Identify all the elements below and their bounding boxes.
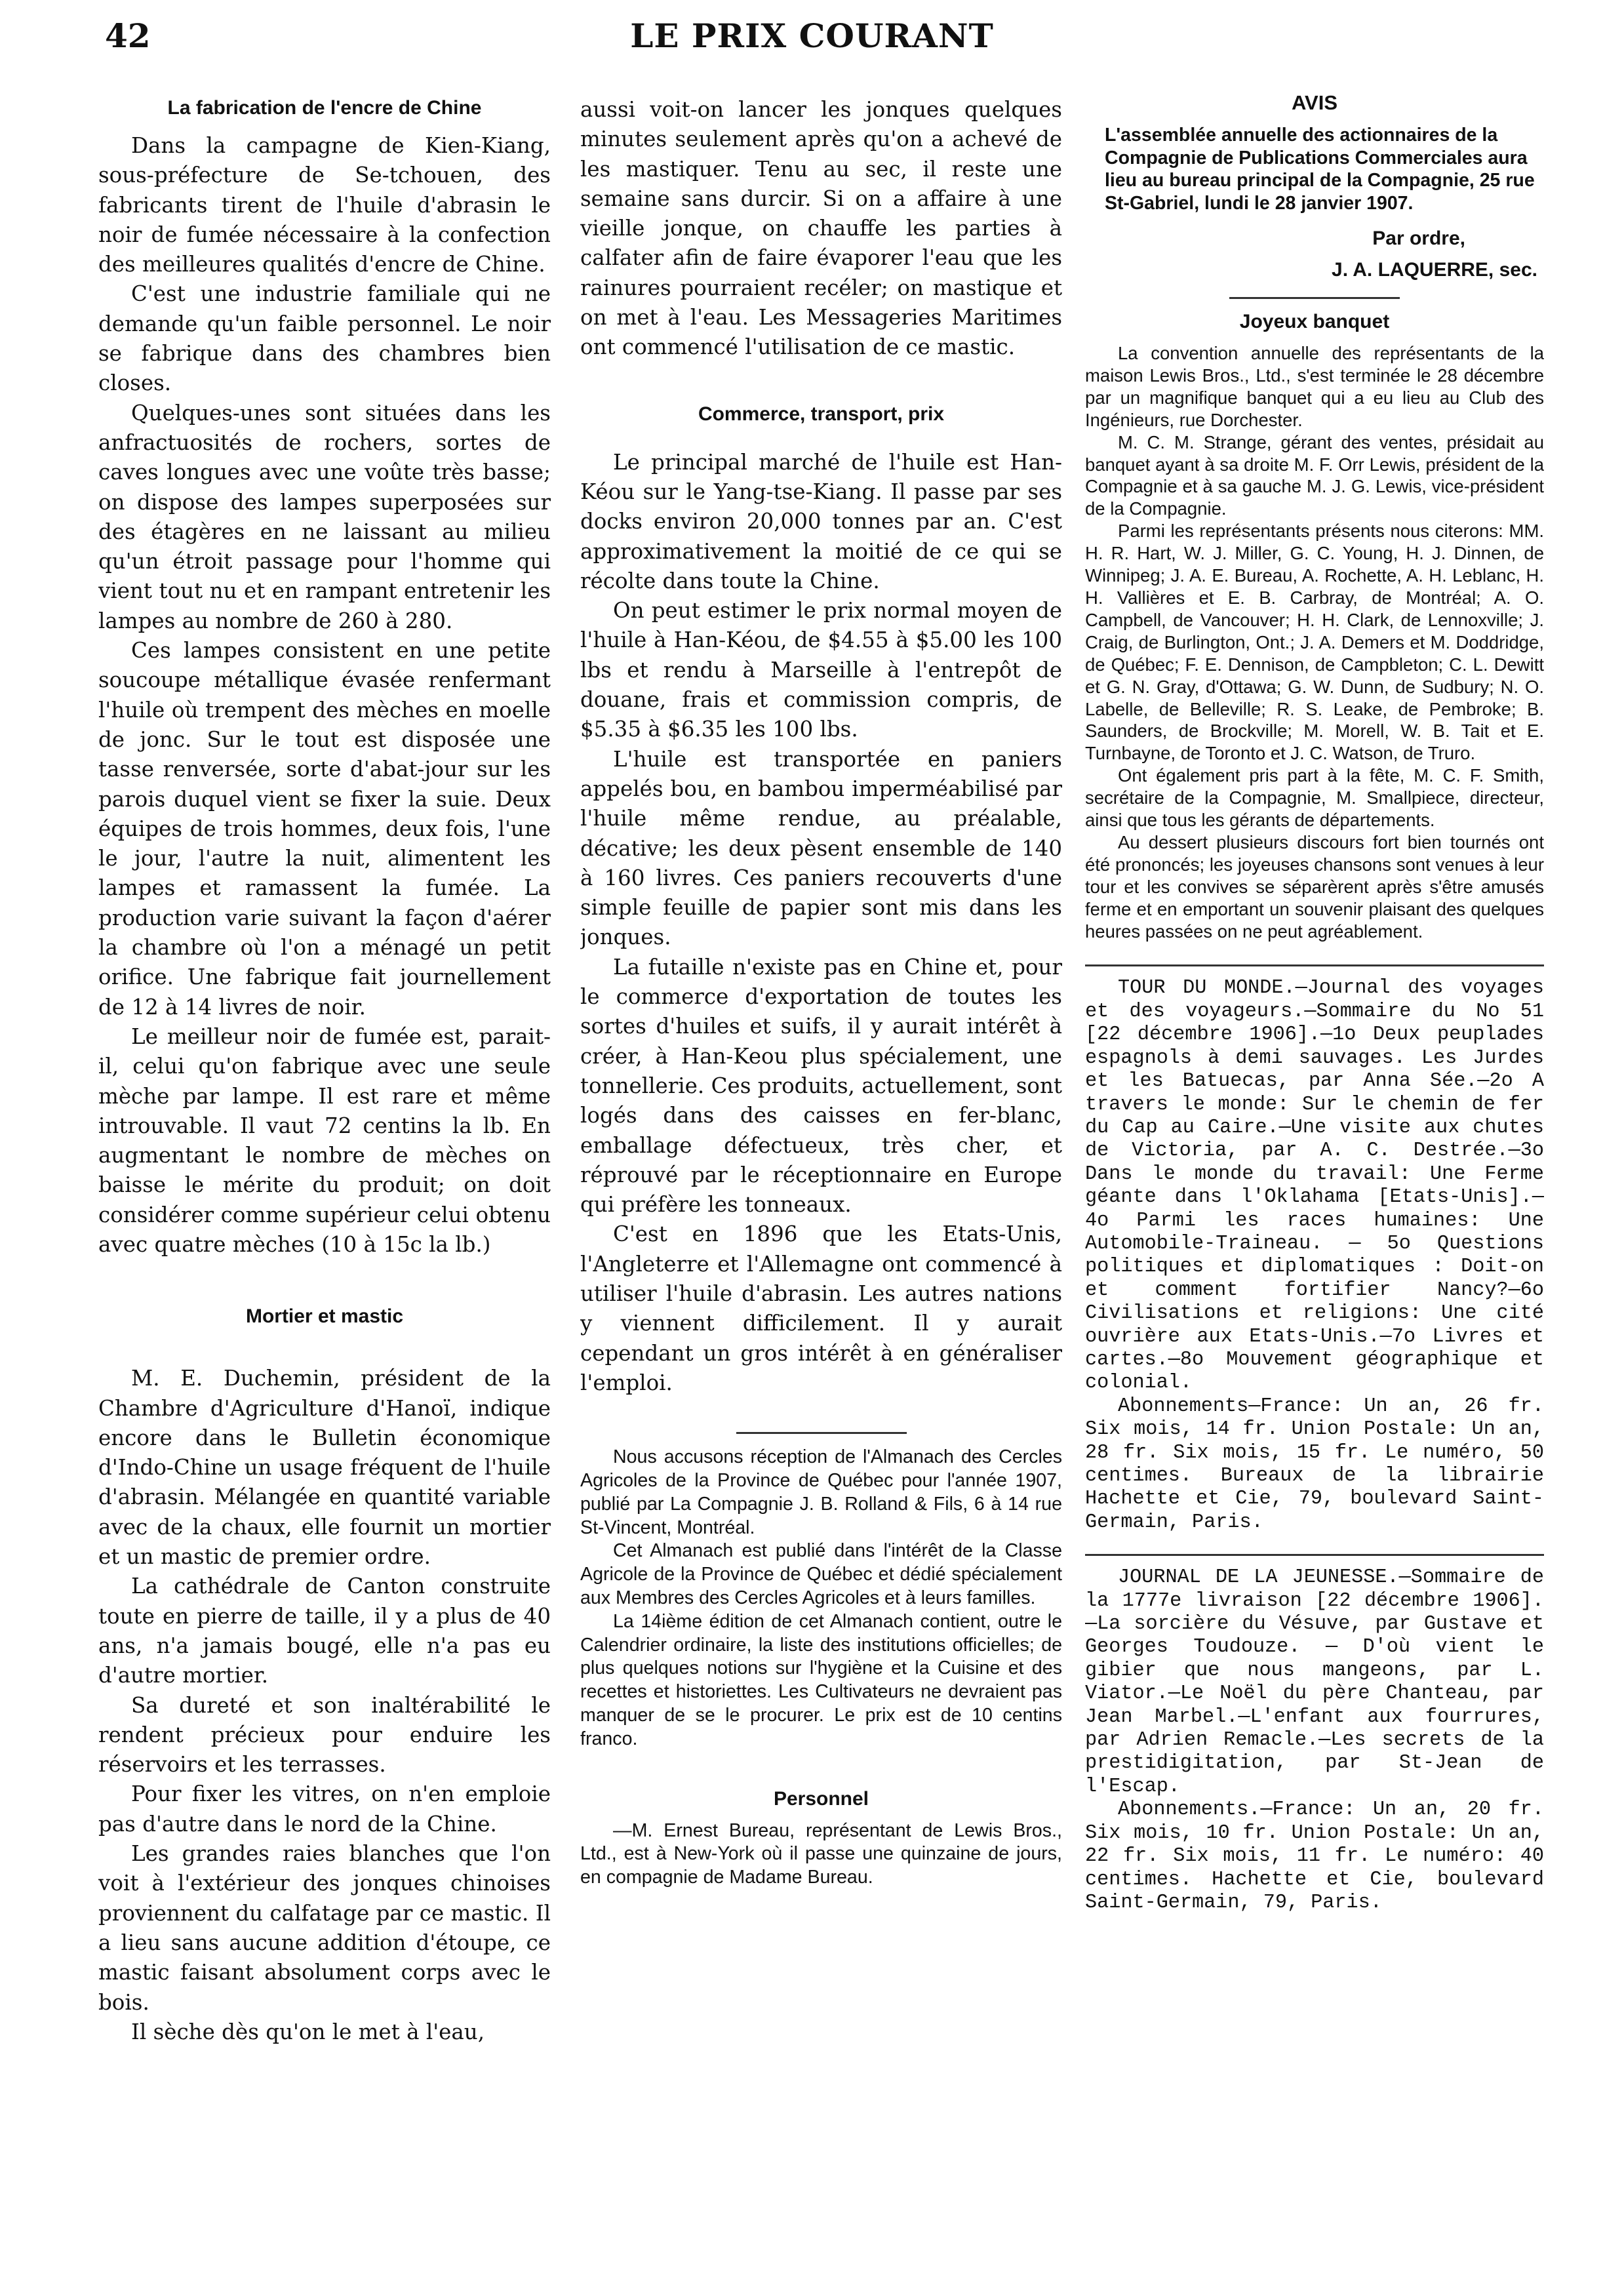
column-1	[98, 89, 551, 2265]
column-2	[580, 89, 1062, 2265]
paragraph: C'est une industrie familiale qui ne demande qu'un faible personnel. Le noir se fabrique dans des chambres bien closes.	[98, 281, 551, 396]
paragraph: Parmi les représentants présents nous citerons: MM. H. R. Hart, W. J. Miller, G. C. Young, H. J. Dinnen, de Winnipeg; J. A. E. Bureau, A. Rochette, A. H. Leblanc, H. H. Vallières et E. B. Carbray, de Montréal; A. O. Campbell, de Vancouver; H. H. Clark, de Lennoxville; J. Craig, de Burlington, Ont.; J. A. Demers et M. Doddridge, de Québec; F. E. Dennison, de Campbleton; C. L. Dewitt et G. N. Gray, d'Ottawa; G. W. Dunn, de Sudbury; N. O. Labelle, de Belleville; R. S. Leake, de Pembroke; B. Saunders, de Brockville; M. Morell, W. B. Tait et E. Turnbayne, de Toronto et J. C. Watson, de Truro.	[1085, 521, 1544, 764]
paragraph: La futaille n'existe pas en Chine et, pour le commerce d'exportation de toutes les sortes d'huiles et suifs, il y aurait intérêt à créer, à Han-Keou plus spécialement, une tonnellerie. Ces produits, actuellement, sont logés dans des caisses en fer-blanc, emballage défectueux, très cher, et réprouvé par le réceptionnaire en Europe qui préfère les tonneaux.	[580, 954, 1062, 1218]
page-number: 42	[105, 16, 151, 55]
paragraph: Au dessert plusieurs discours fort bien tournés ont été prononcés; les joyeuses chansons sont venues à leur tour et les convives se séparèrent après s'être amusés ferme et en emportant un souvenir plaisant des quelques heures passées on ne peut agréablement.	[1085, 831, 1544, 942]
paragraph: Sa dureté et son inaltérabilité le rendent précieux pour enduire les réservoirs et les terrasses.	[98, 1692, 551, 1778]
mortier-section-title: Mortier et mastic	[245, 1305, 404, 1328]
avis-order: Par ordre,	[1372, 228, 1465, 249]
paragraph: Il sèche dès qu'on le met à l'eau,	[131, 2019, 485, 2044]
paragraph: C'est en 1896 que les Etats-Unis, l'Angleterre et l'Allemagne ont commencé à utiliser l'huile d'abrasin. Les autres nations y viennent difficilement. Il y aurait cependant un gros intérêt à en généraliser l'emploi.	[580, 1222, 1062, 1395]
banquet-section-title: Joyeux banquet	[1239, 311, 1390, 332]
divider	[1085, 964, 1544, 966]
paragraph: Les grandes raies blanches que l'on voit à l'extérieur des jonques chinoises proviennent du calfatage par ce mastic. Il a lieu sans aucune addition d'étoupe, ce mastic faisant absolument corps avec le bois.	[98, 1841, 551, 2015]
page-header	[0, 0, 1624, 66]
personnel-article	[580, 1819, 1062, 1890]
paragraph: Le principal marché de l'huile est Han-Kéou sur le Yang-tse-Kiang. Il passe par ses docks environ 20,000 tonnes par an. C'est approximativement la moitié de ce qui se récolte dans toute la Chine.	[580, 449, 1062, 593]
paragraph: L'huile est transportée en paniers appelés bou, en bambou imperméabilisé par l'huile même rendue, au préalable, décative; les deux pèsent ensemble de 140 à 160 livres. Ces paniers recouverts d'une simple feuille de papier sont mis dans les jonques.	[580, 746, 1062, 950]
avis-body: L'assemblée annuelle des actionnaires de la Compagnie de Publications Commerciales aura lieu au bureau principal de la Compagnie, 25 rue St-Gabriel, lundi le 28 janvier 1907.	[1105, 125, 1535, 214]
paragraph: Pour fixer les vitres, on n'en emploie pas d'autre dans le nord de la Chine.	[98, 1781, 551, 1837]
paragraph: Quelques-unes sont situées dans les anfractuosités de rochers, sortes de caves longues avec une voûte très basse; on dispose des lampes superposées sur des étagères en ne laissant au milieu qu'un étroit passage pour l'homme qui vient tout nu et en rampant entretenir les lampes au nombre de 260 à 280.	[98, 400, 551, 633]
paragraph: JOURNAL DE LA JEUNESSE.—Sommaire de la 1777e livraison [22 décembre 1906].—La sorcière du Vésuve, par Gustave et Georges Toudouze. — D'où vient le gibier que nous mangeons, par L. Viator.—Le Noël du père Chanteau, par Jean Marbel.—L'enfant aux fourrures, par Adrien Remacle.—Les secrets de la prestidigitation, par St-Jean de l'Escap.	[1085, 1566, 1544, 1798]
column-3	[1085, 89, 1544, 2265]
paragraph: La cathédrale de Canton construite toute en pierre de taille, il y a plus de 40 ans, n'a jamais bougé, elle n'a pas eu d'autre mortier.	[98, 1574, 551, 1688]
paragraph: La 14ième édition de cet Almanach contient, outre le Calendrier ordinaire, la liste des institutions officielles; de plus quelques notions sur l'hygiène et la Cuisine et des recettes et historiettes. Les Cultivateurs ne devraient pas manquer de se le procurer. Le prix est de 10 centins franco.	[580, 1610, 1062, 1749]
paragraph: TOUR DU MONDE.—Journal des voyages et des voyageurs.—Sommaire du No 51 [22 décembre 1906].—1o Deux peuplades espagnols à demi sauvages. Les Jurdes et les Batuecas, par Anna Sée.—2o A travers le monde: Sur le chemin de fer du Cap au Caire.—Une visite aux chutes de Victoria, par A. C. Destrée.—3o Dans le monde du travail: Une Ferme géante dans l'Oklahama [Etats-Unis].—4o Parmi les races humaines: Une Automobile-Traineau. — 5o Questions politiques et diplomatiques : Doit-on et comment fortifier Nancy?—6o Civilisations et religions: Une cité ouvrière aux Etats-Unis.—7o Livres et cartes.—8o Mouvement géographique et colonial.	[1085, 977, 1544, 1395]
paragraph: M. C. M. Strange, gérant des ventes, présidait au banquet ayant à sa droite M. F. Orr Lewis, président de la Compagnie et à sa gauche M. J. G. Lewis, vice-président de la Compagnie.	[1085, 431, 1544, 519]
paragraph: Dans la campagne de Kien-Kiang, sous-préfecture de Se-tchouen, des fabricants tirent de l'huile d'abrasin le noir de fumée nécessaire à la confection des meilleures qualités d'encre de Chine.	[98, 133, 551, 277]
avis-title: AVIS	[1291, 91, 1338, 114]
ink-article	[98, 131, 551, 1260]
paragraph: On peut estimer le prix normal moyen de l'huile à Han-Kéou, de $4.55 à $5.00 les 100 lbs et rendu à Marseille à l'entrepôt de douane, frais et commission compris, de $5.35 à $6.35 les 100 lbs.	[580, 598, 1062, 742]
divider	[736, 1432, 907, 1434]
divider	[1229, 297, 1400, 299]
commerce-section-title: Commerce, transport, prix	[698, 403, 945, 425]
paragraph: aussi voit-on lancer les jonques quelques minutes seulement après qu'on a achevé de les mastiquer. Tenu au sec, il reste une semaine sans durcir. Si on a affaire à une vieille jonque, on chauffe les parties à calfater afin de faire évaporer l'eau que les rainures pourraient recéler; on mastique et on met à l'eau. Les Messageries Maritimes ont commencé l'utilisation de ce mastic.	[580, 97, 1062, 360]
paragraph: Nous accusons réception de l'Almanach des Cercles Agricoles de la Province de Québec pour l'année 1907, publié par La Compagnie J. B. Rolland & Fils, 6 à 14 rue St-Vincent, Montréal.	[580, 1446, 1062, 1538]
journal-title: LE PRIX COURANT	[630, 16, 994, 55]
paragraph: Abonnements—France: Un an, 26 fr. Six mois, 14 fr. Union Postale: Un an, 28 fr. Six mois, 15 fr. Le numéro, 50 centimes. Bureaux de la librairie Hachette et Cie, 79, boulevard Saint-Germain, Paris.	[1085, 1395, 1544, 1534]
mortier-article	[98, 1364, 551, 2047]
almanach-notice	[580, 1446, 1062, 1751]
ink-section-title: La fabrication de l'encre de Chine	[167, 97, 482, 119]
paragraph: Le meilleur noir de fumée est, parait-il, celui qu'on fabrique avec une seule mèche par lampe. Il est rare et même introuvable. Il vaut 72 centins la lb. En augmentant le nombre de mèches on baisse le mérite du produit; on doit considérer comme supérieur celui obtenu avec quatre mèches (10 à 15c la lb.)	[98, 1023, 551, 1257]
paragraph: Abonnements.—France: Un an, 20 fr. Six mois, 10 fr. Union Postale: Un an, 22 fr. Six mois, 11 fr. Le numéro: 40 centimes. Hachette et Cie, boulevard Saint-Germain, 79, Paris.	[1085, 1798, 1544, 1914]
paragraph: —M. Ernest Bureau, représentant de Lewis Bros., Ltd., est à New-York où il passe une quinzaine de jours, en compagnie de Madame Bureau.	[580, 1819, 1062, 1888]
tour-du-monde-notice	[1085, 977, 1544, 1534]
banquet-article	[1085, 342, 1544, 942]
paragraph: La convention annuelle des représentants de la maison Lewis Bros., Ltd., s'est terminée le 28 décembre par un magnifique banquet qui a eu lieu au Club des Ingénieurs, rue Dorchester.	[1085, 343, 1544, 430]
paragraph: Cet Almanach est publié dans l'intérêt de la Classe Agricole de la Province de Québec et dédié spécialement aux Membres des Cercles Agricoles et à leurs familles.	[580, 1540, 1062, 1608]
personnel-section-title: Personnel	[773, 1787, 869, 1810]
commerce-article	[580, 448, 1062, 1399]
paragraph: M. E. Duchemin, président de la Chambre d'Agriculture d'Hanoï, indique encore dans le Bulletin économique d'Indo-Chine un usage fréquent de l'huile d'abrasin. Mélangée en quantité variable avec de la chaux, elle fournit un mortier et un mastic de premier ordre.	[98, 1366, 551, 1570]
paragraph: Ont également pris part à la fête, M. C. F. Smith, secrétaire de la Compagnie, M. Smallpiece, directeur, ainsi que tous les gérants de départements.	[1085, 765, 1544, 831]
avis-signature: J. A. LAQUERRE, sec.	[1332, 259, 1537, 281]
divider	[1085, 1554, 1544, 1556]
paragraph: Ces lampes consistent en une petite soucoupe métallique évasée renfermant l'huile où trempent des mèches en moelle de jonc. Sur le tout est disposée une tasse renversée, sorte d'abat-jour sur les parois duquel vient se fixer la suie. Deux équipes de trois hommes, deux fois, l'une le jour, l'autre la nuit, alimentent les lampes et ramassent la fumée. La production varie suivant la façon d'aérer la chambre où l'on a ménagé un petit orifice. Une fabrique fait journellement de 12 à 14 livres de noir.	[98, 638, 551, 1020]
journal-jeunesse-notice	[1085, 1566, 1544, 1915]
mastic-continuation	[580, 95, 1062, 363]
